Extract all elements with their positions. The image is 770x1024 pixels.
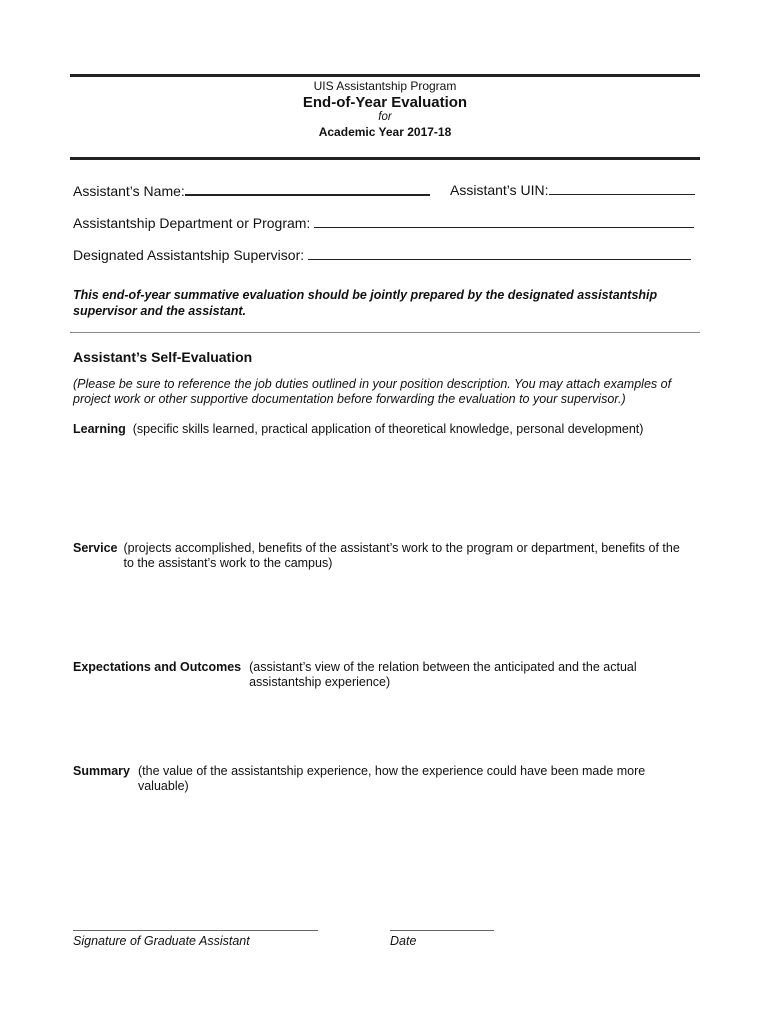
service-description: (projects accomplished, benefits of the assistant’s work to the program or department, benefits of the to the assistant’s work to the campus) xyxy=(123,541,680,570)
assistant-uin-label: Assistant’s UIN: xyxy=(450,182,549,198)
department-blank[interactable] xyxy=(314,213,694,228)
service-label: Service xyxy=(73,541,118,555)
department-field xyxy=(73,213,694,231)
self-evaluation-title: Assistant’s Self-Evaluation xyxy=(73,349,253,365)
date-label: Date xyxy=(390,934,417,948)
expectations-description: (assistant’s view of the relation between the anticipated and the actual assistantship experience) xyxy=(249,660,637,689)
signature-line[interactable] xyxy=(73,930,318,931)
header-top-rule xyxy=(70,74,700,77)
service-item xyxy=(73,541,693,571)
self-evaluation-instructions: (Please be sure to reference the job duties outlined in your position description. You may attach examples of project work or other supportive documentation before forwarding the evaluation to your supervisor.) xyxy=(73,377,672,406)
program-name: UIS Assistantship Program xyxy=(313,79,457,93)
supervisor-field xyxy=(73,245,691,263)
header-bottom-rule xyxy=(70,157,700,160)
assistant-name-blank[interactable] xyxy=(185,180,430,196)
service-response-area[interactable] xyxy=(73,575,693,660)
department-label: Assistantship Department or Program: xyxy=(73,215,311,231)
for-label: for xyxy=(378,111,392,123)
learning-description: (specific skills learned, practical application of theoretical knowledge, personal development) xyxy=(132,422,644,436)
learning-response-area[interactable] xyxy=(73,440,693,540)
assistant-name-label: Assistant’s Name: xyxy=(73,183,185,199)
expectations-response-area[interactable] xyxy=(73,694,693,764)
signature-label: Signature of Graduate Assistant xyxy=(73,934,250,948)
page-title: End-of-Year Evaluation xyxy=(302,94,468,111)
learning-item xyxy=(73,422,693,437)
assistant-uin-field xyxy=(450,180,695,198)
date-line[interactable] xyxy=(390,930,494,931)
expectations-item xyxy=(73,660,693,690)
supervisor-blank[interactable] xyxy=(308,245,691,260)
assistant-name-field xyxy=(73,180,430,199)
summary-description: (the value of the assistantship experience, how the experience could have been made more valuable) xyxy=(137,764,646,793)
assistant-uin-blank[interactable] xyxy=(549,180,695,195)
summary-label: Summary xyxy=(73,764,130,778)
summary-item xyxy=(73,764,693,794)
supervisor-label: Designated Assistantship Supervisor: xyxy=(73,247,305,263)
summary-response-area[interactable] xyxy=(73,798,693,918)
section-divider xyxy=(70,332,700,333)
learning-label: Learning xyxy=(73,422,126,436)
joint-preparation-note: This end-of-year summative evaluation should be jointly prepared by the designated assistantship supervisor and the assistant. xyxy=(73,288,658,318)
academic-year: Academic Year 2017-18 xyxy=(318,125,452,139)
expectations-label: Expectations and Outcomes xyxy=(73,660,242,674)
